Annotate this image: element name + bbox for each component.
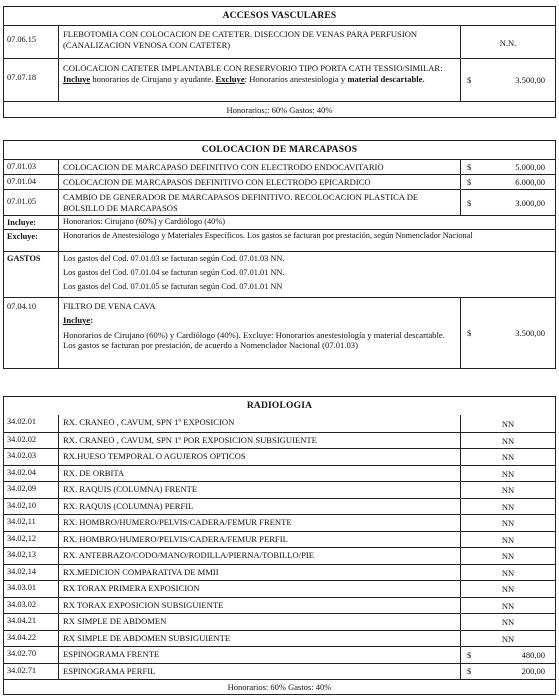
- procedure-value: $ 200,00: [467, 666, 545, 677]
- procedure-description: RX. HOMBRO/HUMERO/PELVIS/CADERA/FEMUR PERFIL: [59, 532, 461, 548]
- procedure-code: 07.01.03: [4, 160, 59, 174]
- table-row: [4, 514, 555, 531]
- incluye-text: Honorarios: Cirujano (60%) y Cardiólogo (40%): [63, 217, 225, 226]
- gastos-item: Los gastos del Cod. 07.01.05 se facturan según Cod. 07.01.01 NN: [63, 282, 283, 291]
- procedure-description: RX.HUESO TEMPORAL O AGUJEROS OPTICOS: [59, 449, 461, 465]
- procedure-value: NN: [501, 600, 515, 611]
- procedure-description: FILTRO DE VENA CAVA Incluye: Honorarios de Cirujano (60%) y Cardiólogo (40%). Excluye: Honorarios anestesiología y material descartable. Los gastos se facturan por prestación, de acuerdo a Nomenclador Nacional (07.01.03): [59, 298, 461, 368]
- incluye-row: [4, 215, 555, 229]
- procedure-code: 34.02.03: [4, 449, 59, 465]
- table-row: [4, 646, 555, 663]
- marcapasos-table: [3, 140, 556, 369]
- procedure-value: NN: [501, 501, 515, 512]
- section-title: RADIOLOGIA: [246, 401, 313, 411]
- table-row: [4, 58, 555, 101]
- gastos-label: GASTOS: [4, 252, 59, 297]
- procedure-value: $ 6.000,00: [467, 177, 545, 187]
- table-row: [4, 597, 555, 614]
- incluye-label: Incluye:: [4, 216, 59, 229]
- section-title: COLOCACION DE MARCAPASOS: [201, 145, 358, 155]
- procedure-description: CAMBIO DE GENERADOR DE MARCAPASOS DEFINITIVO. RECOLOCACION PLASTICA DE BOLSILLO DE MARCAPASOS: [59, 190, 461, 215]
- procedure-value: NN: [501, 435, 515, 446]
- procedure-value: $ 3.000,00: [467, 197, 545, 208]
- procedure-description: RX.MEDICION COMPARATIVA DE MMII: [59, 565, 461, 581]
- procedure-value: NN: [501, 518, 515, 529]
- gastos-item: Los gastos del Cod. 07.01.04 se facturan según Cod. 07.01.01 NN.: [63, 268, 285, 277]
- procedure-description: RX TORAX PRIMERA EXPOSICION: [59, 581, 461, 597]
- procedure-code: 34.03.01: [4, 581, 59, 597]
- procedure-code: 34.02,12: [4, 532, 59, 548]
- table-row: [4, 448, 555, 465]
- procedure-code: 07.06.15: [4, 26, 59, 58]
- procedure-code: 07.01.04: [4, 175, 59, 189]
- table-row: [4, 189, 555, 215]
- table-row: [4, 531, 555, 548]
- procedure-value: $ 3.500,00: [467, 328, 545, 338]
- table-row: [4, 159, 555, 174]
- table-row: [4, 613, 555, 630]
- procedure-description: RX. DE ORBITA: [59, 466, 461, 482]
- procedure-description: FLEBOTOMIA CON COLOCACION DE CATETER. DISECCION DE VENAS PARA PERFUSION (CANALIZACION VENOSA CON CATETER): [59, 26, 461, 58]
- radiologia-table: [3, 396, 556, 695]
- procedure-code: 34.02,10: [4, 499, 59, 515]
- table-row: [4, 174, 555, 189]
- procedure-value: $ 5.000,00: [467, 162, 545, 172]
- procedure-code: 34.02,09: [4, 482, 59, 498]
- section-footer: Honorarios;: 60% Gastos: 40%: [4, 101, 555, 117]
- table-row: [4, 564, 555, 581]
- gastos-list: [59, 252, 555, 297]
- procedure-description: RX. CRANEO , CAVUM, SPN 1º EXPOSICION: [59, 415, 461, 432]
- excluye-row: [4, 229, 555, 251]
- table-row: [4, 481, 555, 498]
- radiologia-rows: [4, 415, 555, 679]
- procedure-description: RX. CRANEO , CAVUM, SPN 1º POR EXPOSICION SUBSIGUIENTE: [59, 433, 461, 449]
- gastos-item: Los gastos del Cod. 07.01.03 se facturan según Cod. 07.01.03 NN.: [63, 254, 285, 263]
- procedure-code: 34.02.02: [4, 433, 59, 449]
- procedure-value: $ 480,00: [467, 649, 545, 660]
- procedure-value: NN: [501, 452, 515, 463]
- procedure-code: 34.04.22: [4, 631, 59, 647]
- table-row: [4, 25, 555, 58]
- procedure-value: NN: [501, 617, 515, 628]
- procedure-code: 34.02.01: [4, 415, 59, 432]
- section-footer: Honorarios: 60% Gastos: 40%: [4, 679, 555, 694]
- procedure-code: 34.02.04: [4, 466, 59, 482]
- procedure-value: NN: [501, 567, 515, 578]
- excluye-text: Honorarios de Anestesiólogo y Materiales Específicos. Los gastos se facturan por prestación, según Nomenclador Nacional: [63, 231, 473, 240]
- procedure-description: RX TORAX EXPOSICION SUBSIGUIENTE: [59, 598, 461, 614]
- table-row: [4, 580, 555, 597]
- table-row: [4, 498, 555, 515]
- table-row: [4, 630, 555, 647]
- procedure-description: RX SIMPLE DE ABDOMEN: [59, 614, 461, 630]
- procedure-code: 34.03.02: [4, 598, 59, 614]
- procedure-code: 34.02,11: [4, 515, 59, 531]
- procedure-code: 07.04.10: [4, 298, 59, 368]
- procedure-code: 34.04.21: [4, 614, 59, 630]
- procedure-value: NN: [501, 485, 515, 496]
- procedure-description: RX. RAQUIS (COLUMNA) FRENTE: [59, 482, 461, 498]
- procedure-value: NN: [501, 468, 515, 479]
- table-row: [4, 297, 555, 368]
- procedure-code: 34.02,13: [4, 548, 59, 564]
- procedure-description: RX. ANTEBRAZO/CODO/MANO/RODILLA/PIERNA/TOBILLO/PIE: [59, 548, 461, 564]
- procedure-description: RX. HOMBRO/HUMERO/PELVIS/CADERA/FEMUR FRENTE: [59, 515, 461, 531]
- procedure-value: NN: [501, 584, 515, 595]
- procedure-value: NN: [501, 551, 515, 562]
- procedure-description: COLOCACION CATETER IMPLANTABLE CON RESERVORIO TIPO PORTA CATH TESSIO/SIMILAR: Incluye honorarios de Cirujano y ayudante. Excluye: Honorarios anestesiologia y material descartable.: [59, 59, 461, 101]
- procedure-description: RX. RAQUIS (COLUMNA) PERFIL: [59, 499, 461, 515]
- procedure-code: 07.01.05: [4, 190, 59, 215]
- procedure-description: ESPINOGRAMA PERFIL: [59, 664, 461, 680]
- accesos-vasculares-table: [3, 6, 556, 118]
- procedure-value: NN: [501, 534, 515, 545]
- procedure-code: 07.07.18: [4, 59, 59, 101]
- procedure-value: $ 3.500,00: [467, 75, 545, 85]
- procedure-value: NN: [501, 418, 515, 429]
- excluye-label: Excluye:: [4, 230, 59, 251]
- procedure-description: ESPINOGRAMA FRENTE: [59, 647, 461, 663]
- procedure-description: COLOCACION DE MARCAPASO DEFINITIVO CON ELECTRODO ENDOCAVITARIO: [59, 160, 461, 174]
- procedure-code: 34.02.70: [4, 647, 59, 663]
- table-row: [4, 415, 555, 432]
- gastos-row: [4, 251, 555, 297]
- table-row: [4, 663, 555, 680]
- procedure-description: COLOCACION DE MARCAPASOS DEFINITIVO CON ELECTRODO EPICARDICO: [59, 175, 461, 189]
- table-row: [4, 547, 555, 564]
- procedure-description: RX SIMPLE DE ABDOMEN SUBSIGUIENTE: [59, 631, 461, 647]
- procedure-value: N.N.: [499, 37, 517, 48]
- procedure-code: 34.02,14: [4, 565, 59, 581]
- table-row: [4, 432, 555, 449]
- table-row: [4, 465, 555, 482]
- section-title: ACCESOS VASCULARES: [222, 11, 337, 21]
- procedure-value: NN: [501, 633, 515, 644]
- procedure-code: 34.02.71: [4, 664, 59, 680]
